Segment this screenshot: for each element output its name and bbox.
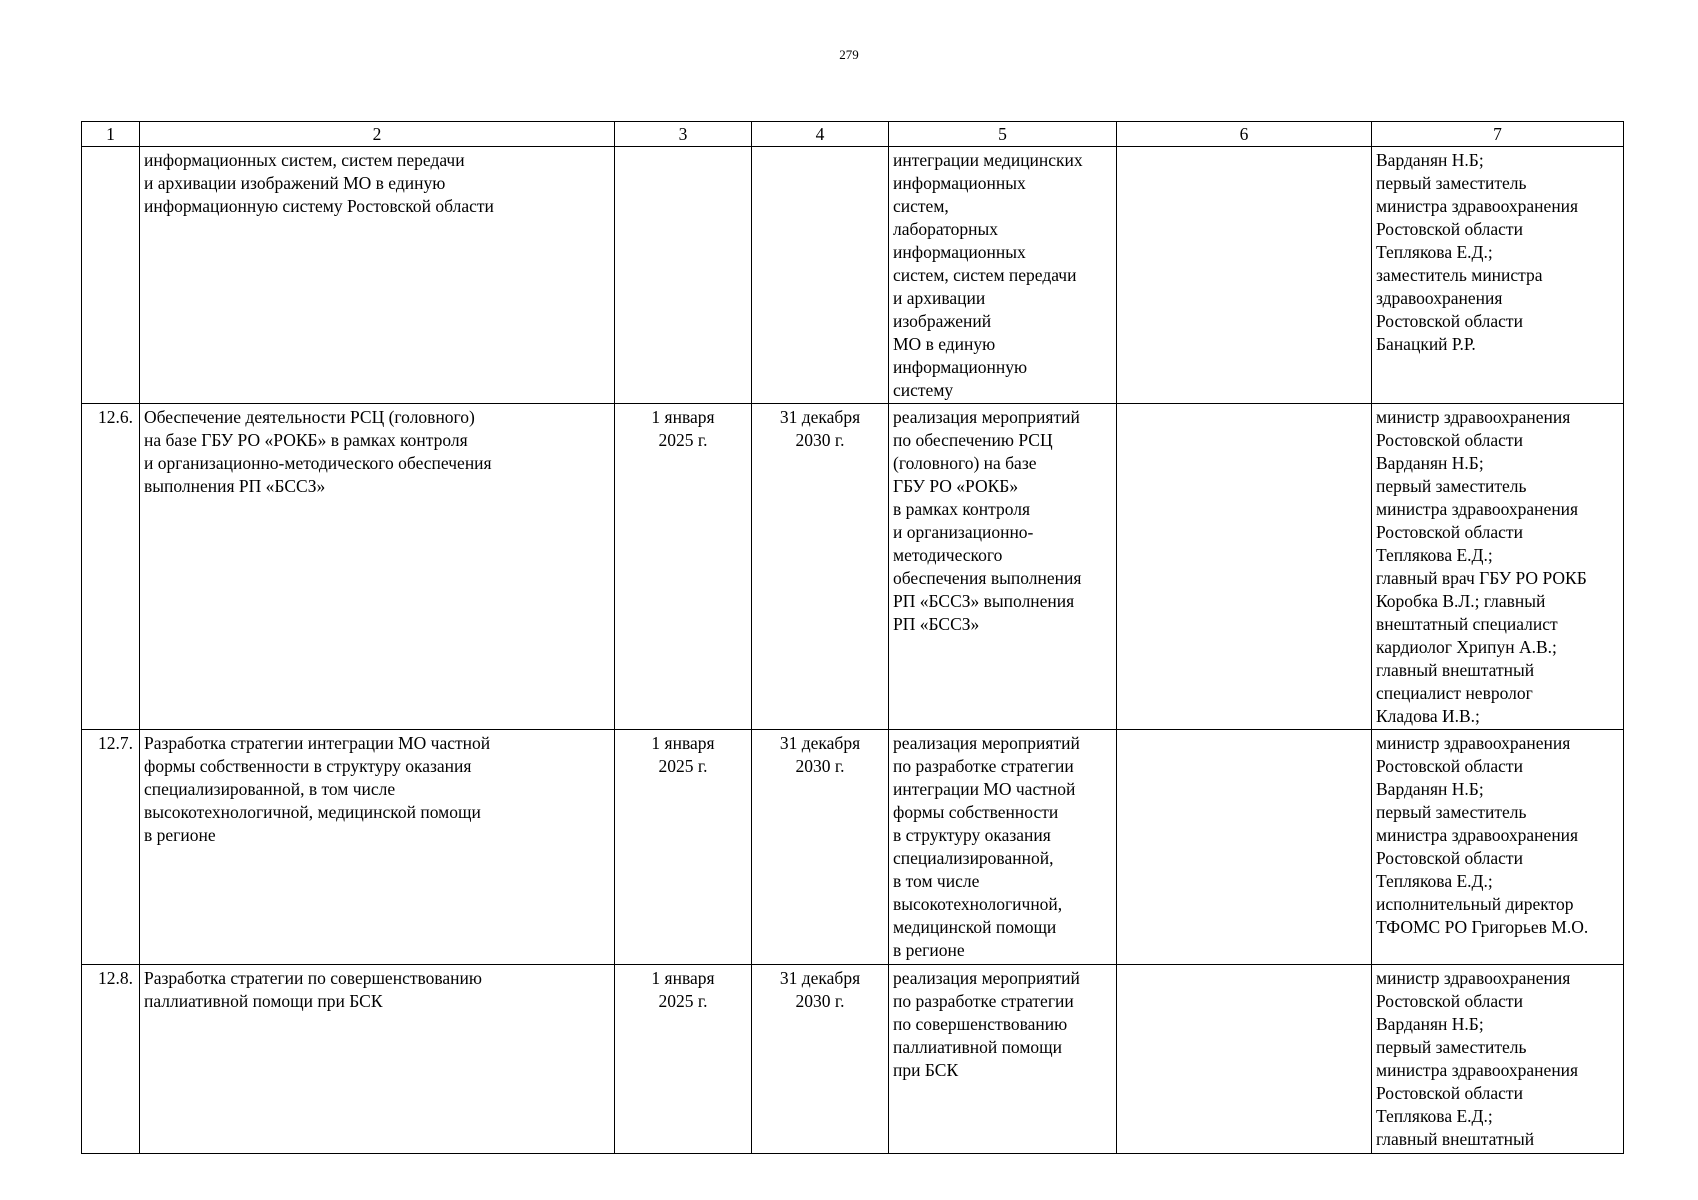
start-date: 1 января 2025 г. — [615, 730, 752, 965]
column-header: 7 — [1372, 122, 1624, 147]
measure-name: Обеспечение деятельности РСЦ (головного) на базе ГБУ РО «РОКБ» в рамках контроля и организационно-методического обеспечения выполнения РП «БССЗ» — [140, 404, 615, 730]
expected-result: интеграции медицинских информационных систем, лабораторных информационных систем, систем передачи и архивации изображений МО в единую информационную систему — [889, 147, 1117, 404]
end-date: 31 декабря 2030 г. — [752, 404, 889, 730]
column-6-cell — [1117, 404, 1372, 730]
measure-name: Разработка стратегии интеграции МО частной формы собственности в структуру оказания специализированной, в том числе высокотехнологичной, медицинской помощи в регионе — [140, 730, 615, 965]
column-header: 2 — [140, 122, 615, 147]
expected-result: реализация мероприятий по обеспечению РСЦ (головного) на базе ГБУ РО «РОКБ» в рамках контроля и организационно- методического обеспечения выполнения РП «БССЗ» выполнения РП «БССЗ» — [889, 404, 1117, 730]
page-number: 279 — [839, 47, 859, 62]
table-header-row — [82, 122, 1624, 147]
responsible-persons: Варданян Н.Б; первый заместитель министра здравоохранения Ростовской области Теплякова Е.Д.; заместитель министра здравоохранения Ростовской области Банацкий Р.Р. — [1372, 147, 1624, 404]
row-number: 12.6. — [82, 404, 140, 730]
expected-result: реализация мероприятий по разработке стратегии по совершенствованию паллиативной помощи при БСК — [889, 965, 1117, 1154]
table-row — [82, 147, 1624, 404]
expected-result: реализация мероприятий по разработке стратегии интеграции МО частной формы собственности в структуру оказания специализированной, в том числе высокотехнологичной, медицинской помощи в регионе — [889, 730, 1117, 965]
table-row — [82, 965, 1624, 1154]
end-date: 31 декабря 2030 г. — [752, 965, 889, 1154]
table-row — [82, 404, 1624, 730]
column-header: 6 — [1117, 122, 1372, 147]
end-date: 31 декабря 2030 г. — [752, 730, 889, 965]
start-date: 1 января 2025 г. — [615, 404, 752, 730]
row-number — [82, 147, 140, 404]
column-header: 3 — [615, 122, 752, 147]
column-header: 1 — [82, 122, 140, 147]
row-number: 12.8. — [82, 965, 140, 1154]
table-row — [82, 730, 1624, 965]
end-date — [752, 147, 889, 404]
responsible-persons: министр здравоохранения Ростовской области Варданян Н.Б; первый заместитель министра здравоохранения Ростовской области Теплякова Е.Д.; исполнительный директор ТФОМС РО Григорьев М.О. — [1372, 730, 1624, 965]
responsible-persons: министр здравоохранения Ростовской области Варданян Н.Б; первый заместитель министра здравоохранения Ростовской области Теплякова Е.Д.; главный внештатный — [1372, 965, 1624, 1154]
column-6-cell — [1117, 965, 1372, 1154]
start-date: 1 января 2025 г. — [615, 965, 752, 1154]
column-6-cell — [1117, 730, 1372, 965]
column-header: 5 — [889, 122, 1117, 147]
measure-name: информационных систем, систем передачи и архивации изображений МО в единую информационную систему Ростовской области — [140, 147, 615, 404]
measures-table — [81, 121, 1624, 1154]
responsible-persons: министр здравоохранения Ростовской области Варданян Н.Б; первый заместитель министра здравоохранения Ростовской области Теплякова Е.Д.; главный врач ГБУ РО РОКБ Коробка В.Л.; главный внештатный специалист кардиолог Хрипун А.В.; главный внештатный специалист невролог Кладова И.В.; — [1372, 404, 1624, 730]
row-number: 12.7. — [82, 730, 140, 965]
column-6-cell — [1117, 147, 1372, 404]
measure-name: Разработка стратегии по совершенствованию паллиативной помощи при БСК — [140, 965, 615, 1154]
start-date — [615, 147, 752, 404]
column-header: 4 — [752, 122, 889, 147]
